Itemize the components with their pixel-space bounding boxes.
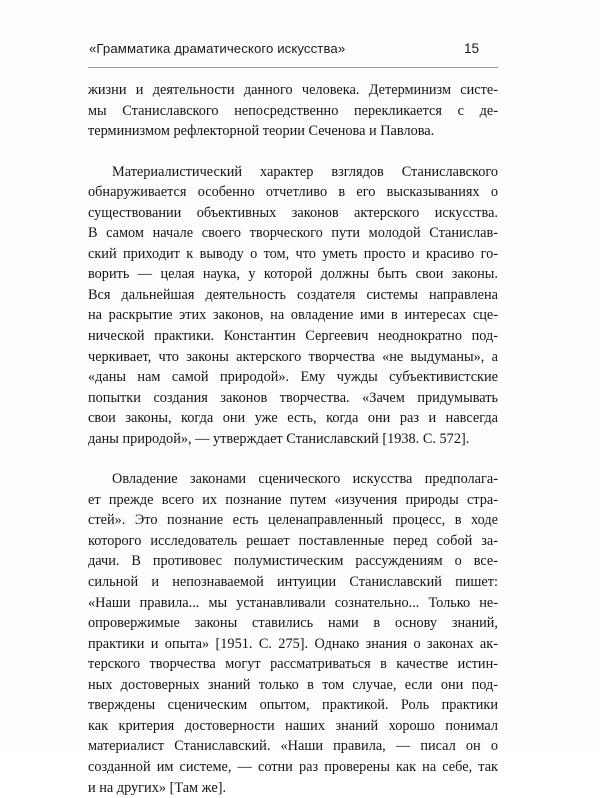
text-line: существовании объективных законов актерского искусства.: [88, 203, 498, 224]
text-line: «Наши правила... мы устанавливали сознательно... Только не-: [88, 593, 498, 614]
paragraph-3: [88, 469, 498, 798]
text-line: черкивает, что законы актерского творчества «не выдуманы», а: [88, 347, 498, 368]
text-line: как критерия достоверности наших знаний хорошо понимал: [88, 716, 498, 737]
header-divider: [88, 67, 498, 68]
text-line: тверждены сценическим опытом, практикой. Роль практики: [88, 695, 498, 716]
text-line: нической практики. Константин Сергеевич неоднократно под-: [88, 326, 498, 347]
text-line: терского творчества могут рассматриваться в качестве истин-: [88, 654, 498, 675]
text-line: терминизмом рефлекторной теории Сеченова и Павлова.: [88, 121, 498, 142]
body-text: [88, 80, 498, 798]
text-line: мы Станиславского непосредственно перекликается с де-: [88, 101, 498, 122]
text-line: практики и опыта» [1951. С. 275]. Однако знания о законах ак-: [88, 634, 498, 655]
text-line: сильной и непознаваемой интуиции Станиславский пишет:: [88, 572, 498, 593]
text-line: стей». Это познание есть целенаправленный процесс, в ходе: [88, 510, 498, 531]
text-line: ский приходит к выводу о том, что уметь просто и красиво го-: [88, 244, 498, 265]
text-line: дачи. В противовес полумистическим рассуждениям о все-: [88, 551, 498, 572]
text-line: Овладение законами сценического искусства предполага-: [88, 469, 498, 490]
text-line: созданной им системе, — сотни раз проверены как на себе, так: [88, 757, 498, 778]
text-line: даны природой», — утверждает Станиславский [1938. С. 572].: [88, 429, 498, 450]
running-title: «Грамматика драматического искусства»: [89, 41, 345, 56]
text-line: попытки создания законов творчества. «Зачем придумывать: [88, 388, 498, 409]
text-line: «даны нам самой природой». Ему чужды субъективистские: [88, 367, 498, 388]
page-number: 15: [464, 41, 479, 56]
text-line: свои законы, когда они уже есть, когда они раз и навсегда: [88, 408, 498, 429]
text-line: жизни и деятельности данного человека. Детерминизм систе-: [88, 80, 498, 101]
text-line: ет прежде всего их познание путем «изучения природы стра-: [88, 490, 498, 511]
text-line: опровержимые законы ставились нами в основу знаний,: [88, 613, 498, 634]
text-line: ворить — целая наука, у которой должны быть свои законы.: [88, 264, 498, 285]
paragraph-1: [88, 80, 498, 142]
text-line: ных достоверных знаний только в том случае, если они под-: [88, 675, 498, 696]
text-line: на раскрытие этих законов, на овладение ими в интересах сце-: [88, 305, 498, 326]
text-line: материалист Станиславский. «Наши правила, — писал он о: [88, 736, 498, 757]
text-line: Материалистический характер взглядов Станиславского: [88, 162, 498, 183]
text-line: обнаруживается особенно отчетливо в его высказываниях о: [88, 182, 498, 203]
text-line: которого исследователь решает поставленные перед собой за-: [88, 531, 498, 552]
text-line: Вся дальнейшая деятельность создателя системы направлена: [88, 285, 498, 306]
text-line: и на других» [Там же].: [88, 778, 498, 798]
paragraph-2: [88, 162, 498, 450]
text-line: В самом начале своего творческого пути молодой Станислав-: [88, 223, 498, 244]
